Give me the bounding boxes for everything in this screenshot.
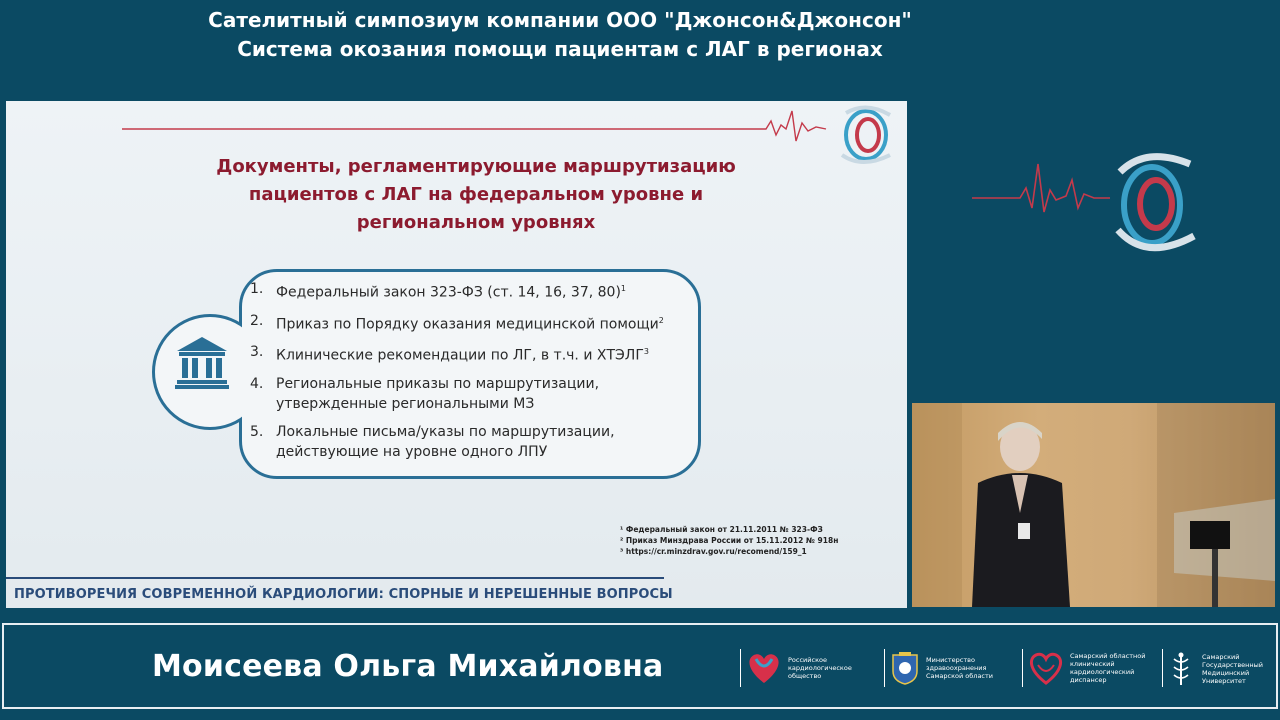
list-item [250,422,690,462]
footnotes [620,524,838,557]
list-item-number: 3. [250,344,264,361]
documents-list [250,279,690,470]
list-item-text [276,374,599,414]
sponsor-text: кардиологический [1070,668,1135,676]
list-item [250,311,690,335]
sponsor-cardio-dispensary [1028,651,1145,685]
event-title-line-2: Система окозания помощи пациентам с ЛАГ в регионах [237,37,883,61]
event-header [0,6,1120,64]
slide-footer: ПРОТИВОРЕЧИЯ СОВРЕМЕННОЙ КАРДИОЛОГИИ: СПОРНЫЕ И НЕРЕШЕННЫЕ ВОПРОСЫ [14,587,673,602]
sponsor-text: здравоохранения [926,664,987,672]
slide-title-line-3: региональном уровнях [356,212,596,233]
sponsor-divider [740,649,741,687]
list-item-number: 5. [250,423,264,440]
footnote: ³ https://cr.minzdrav.gov.ru/recomend/159_1 [620,547,807,556]
speaker-name: Моисеева Ольга Михайловна [152,649,664,684]
speaker-video-feed [912,403,1275,607]
footer-divider [6,577,664,579]
list-item-line: Региональные приказы по маршрутизации, [276,375,600,392]
list-item [250,342,690,366]
list-item-number: 2. [250,312,264,329]
footnote-ref: 3 [643,347,649,357]
footnote-ref: 2 [658,315,664,325]
list-item-text [276,311,664,335]
list-item-line: действующие на уровне одного ЛПУ [276,443,548,460]
sponsor-text: Университет [1202,677,1246,685]
sponsor-text: Российское [788,656,827,664]
list-item-number: 4. [250,375,264,392]
list-item-text [276,422,615,462]
samara-coat-of-arms-icon [890,651,920,685]
university-emblem-icon [1166,651,1196,687]
presentation-slide [6,101,907,608]
sponsor-ministry [890,651,993,685]
list-item-text [276,342,649,366]
event-logo [970,150,1210,260]
sponsor-text: клинический [1070,660,1115,668]
speaker-video-image [912,403,1275,607]
list-item-line: Локальные письма/указы по маршрутизации, [276,423,615,440]
sponsor-text: Министерство [926,656,975,664]
list-item-number: 1. [250,281,264,297]
sponsor-text: Медицинский [1202,669,1250,677]
sponsor-text: Самарской области [926,672,994,680]
slide-logo-icon [832,103,898,169]
slide-title-line-2: пациентов с ЛАГ на федеральном уровне и [248,184,704,205]
sponsor-rko [746,651,852,685]
heart-hands-icon [1118,157,1194,248]
list-item [250,374,690,414]
footnote-ref: 1 [620,284,627,293]
ecg-line [972,164,1110,212]
event-title-line-1: Сателитный симпозиум компании ООО "Джонсон&Джонсон" [208,8,912,32]
sponsor-text: общество [788,672,822,680]
list-item-line: Федеральный закон 323-ФЗ (ст. 14, 16, 37, 80) [276,284,621,301]
slide-title [176,153,776,237]
slide-title-line-1: Документы, регламентирующие маршрутизацию [216,156,736,177]
list-item-line: утвержденные региональными МЗ [276,395,535,412]
sponsor-text: Государственный [1202,661,1264,669]
government-building-icon [173,333,231,391]
sponsor-university [1166,651,1263,687]
sponsor-text: Самарский областной [1070,652,1146,660]
list-item-line: Приказ по Порядку оказания медицинской помощи [276,316,659,333]
sponsor-text: кардиологическое [788,664,852,672]
list-item-text [276,279,626,303]
sponsor-divider [1022,649,1023,687]
footnote: ² Приказ Минздрава России от 15.11.2012 № 918н [620,536,839,545]
rko-heart-logo-icon [746,651,782,685]
list-item-line: Клинические рекомендации по ЛГ, в т.ч. и ХТЭЛГ [276,347,644,364]
sponsor-text: Самарский [1202,653,1240,661]
list-item [250,279,690,303]
sponsor-divider [884,649,885,687]
cardio-heart-logo-icon [1028,651,1064,685]
sponsor-text: диспансер [1070,676,1107,684]
speaker-nameplate [2,623,1278,709]
footnote: ¹ Федеральный закон от 21.11.2011 № 323-ФЗ [620,525,823,534]
sponsor-divider [1162,649,1163,687]
